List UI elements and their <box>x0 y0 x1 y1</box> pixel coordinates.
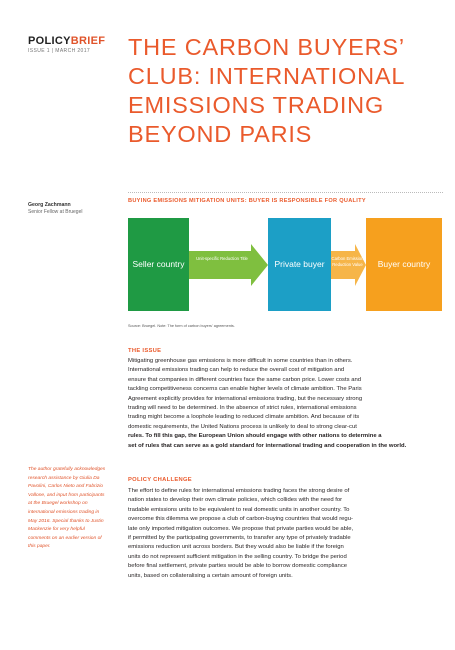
figure-title: BUYING EMISSIONS MITIGATION UNITS: BUYER IS RESPONSIBLE FOR QUALITY <box>128 198 366 204</box>
issue-date: ISSUE 1 | MARCH 2017 <box>28 48 91 54</box>
text-line: trading might become a loophole leading to reduced climate ambition. And because of its <box>128 414 360 421</box>
text-line: late only imported mitigation outcomes. We propose that private parties would be able, <box>128 525 354 532</box>
text-line: tackling competitiveness concerns can enable higher levels of climate ambition. The Paris <box>128 386 362 393</box>
buyer-country-box: Buyer country <box>366 218 442 311</box>
text-line: Mitigating greenhouse gas emissions is more difficult in some countries than in others. <box>128 358 353 364</box>
private-buyer-box: Private buyer <box>268 218 331 311</box>
text-line: before final settlement, private parties would be able to borrow domestic compliance <box>128 563 348 570</box>
issue-body <box>128 357 444 451</box>
text-line: emissions reduction unit across borders. But they would also be liable if the foreign <box>128 544 344 551</box>
text-line: The effort to define rules for international emissions trading faces the strong desire of <box>128 488 350 494</box>
title-line: EMISSIONS TRADING <box>128 92 385 118</box>
text-line: units do not represent sufficient mitigation in the selling country. To bridge the period <box>128 553 347 560</box>
text-line: domestic requirements, the United Nations process is unlikely to deal to strong clear-cut <box>128 423 357 430</box>
text-line: tradable emissions units to be equivalent to real domestic units in another country. To <box>128 506 350 513</box>
seller-country-box: Seller country <box>128 218 189 311</box>
text-line: International emissions trading can help to reduce the overall cost of mitigation and <box>128 367 345 374</box>
arrow-label-value: Carbon Emission Reduction Value <box>331 256 364 267</box>
acknowledgement-note: The author gratefully acknowledges research assistance by Giulia Da Pavolini, Carlos Nieto and Fabrizio Vallone, and input from participants at the Bruegel workshop on international emissions trading in May 2016. Special thanks to Justin Mackenzie for very helpful comments on an earlier version of this paper. <box>28 467 106 550</box>
author-name: Georg Zachmann <box>28 202 71 208</box>
text-line: if permitted by the participating governments, to transfer any type of privately tradable <box>128 535 351 542</box>
text-line: nation states to develop their own climate policies, which collides with the need for <box>128 497 343 504</box>
text-line: overcome this dilemma we propose a club of carbon-buying countries that would regu- <box>128 516 353 523</box>
title-line: THE CARBON BUYERS’ <box>128 34 405 60</box>
text-line: Agreement explicitly provides for international emissions trading, but the necessary strong <box>128 395 363 402</box>
text-line: set of rules that can serve as a gold standard for international trading and cooperation in the world. <box>128 442 407 449</box>
divider <box>128 192 443 193</box>
title-line: CLUB: INTERNATIONAL <box>128 63 406 89</box>
author-role: Senior Fellow at Bruegel <box>28 209 83 215</box>
figure-source: Source: Bruegel. Note: The form of carbon buyers' agreements. <box>128 324 235 328</box>
text-line: units, based on collateralising a certain amount of foreign units. <box>128 572 293 579</box>
policy-heading: POLICY CHALLENGE <box>128 477 192 483</box>
text-line: ensure that companies in different countries face the same carbon price. Lower costs and <box>128 376 362 383</box>
text-line: rules. To fill this gap, the European Union should engage with other nations to determine a <box>128 433 382 440</box>
brand-logo: POLICYBRIEF <box>28 35 106 47</box>
text-line: trading will need to be determined. In the absence of strict rules, international emissions <box>128 405 357 412</box>
page-title <box>128 33 443 149</box>
arrow-label-unit: Unit-specific Reduction Title <box>196 256 248 261</box>
policy-body <box>128 487 444 581</box>
issue-heading: THE ISSUE <box>128 348 162 354</box>
title-line: BEYOND PARIS <box>128 121 313 147</box>
arrow-right-icon <box>189 244 268 286</box>
